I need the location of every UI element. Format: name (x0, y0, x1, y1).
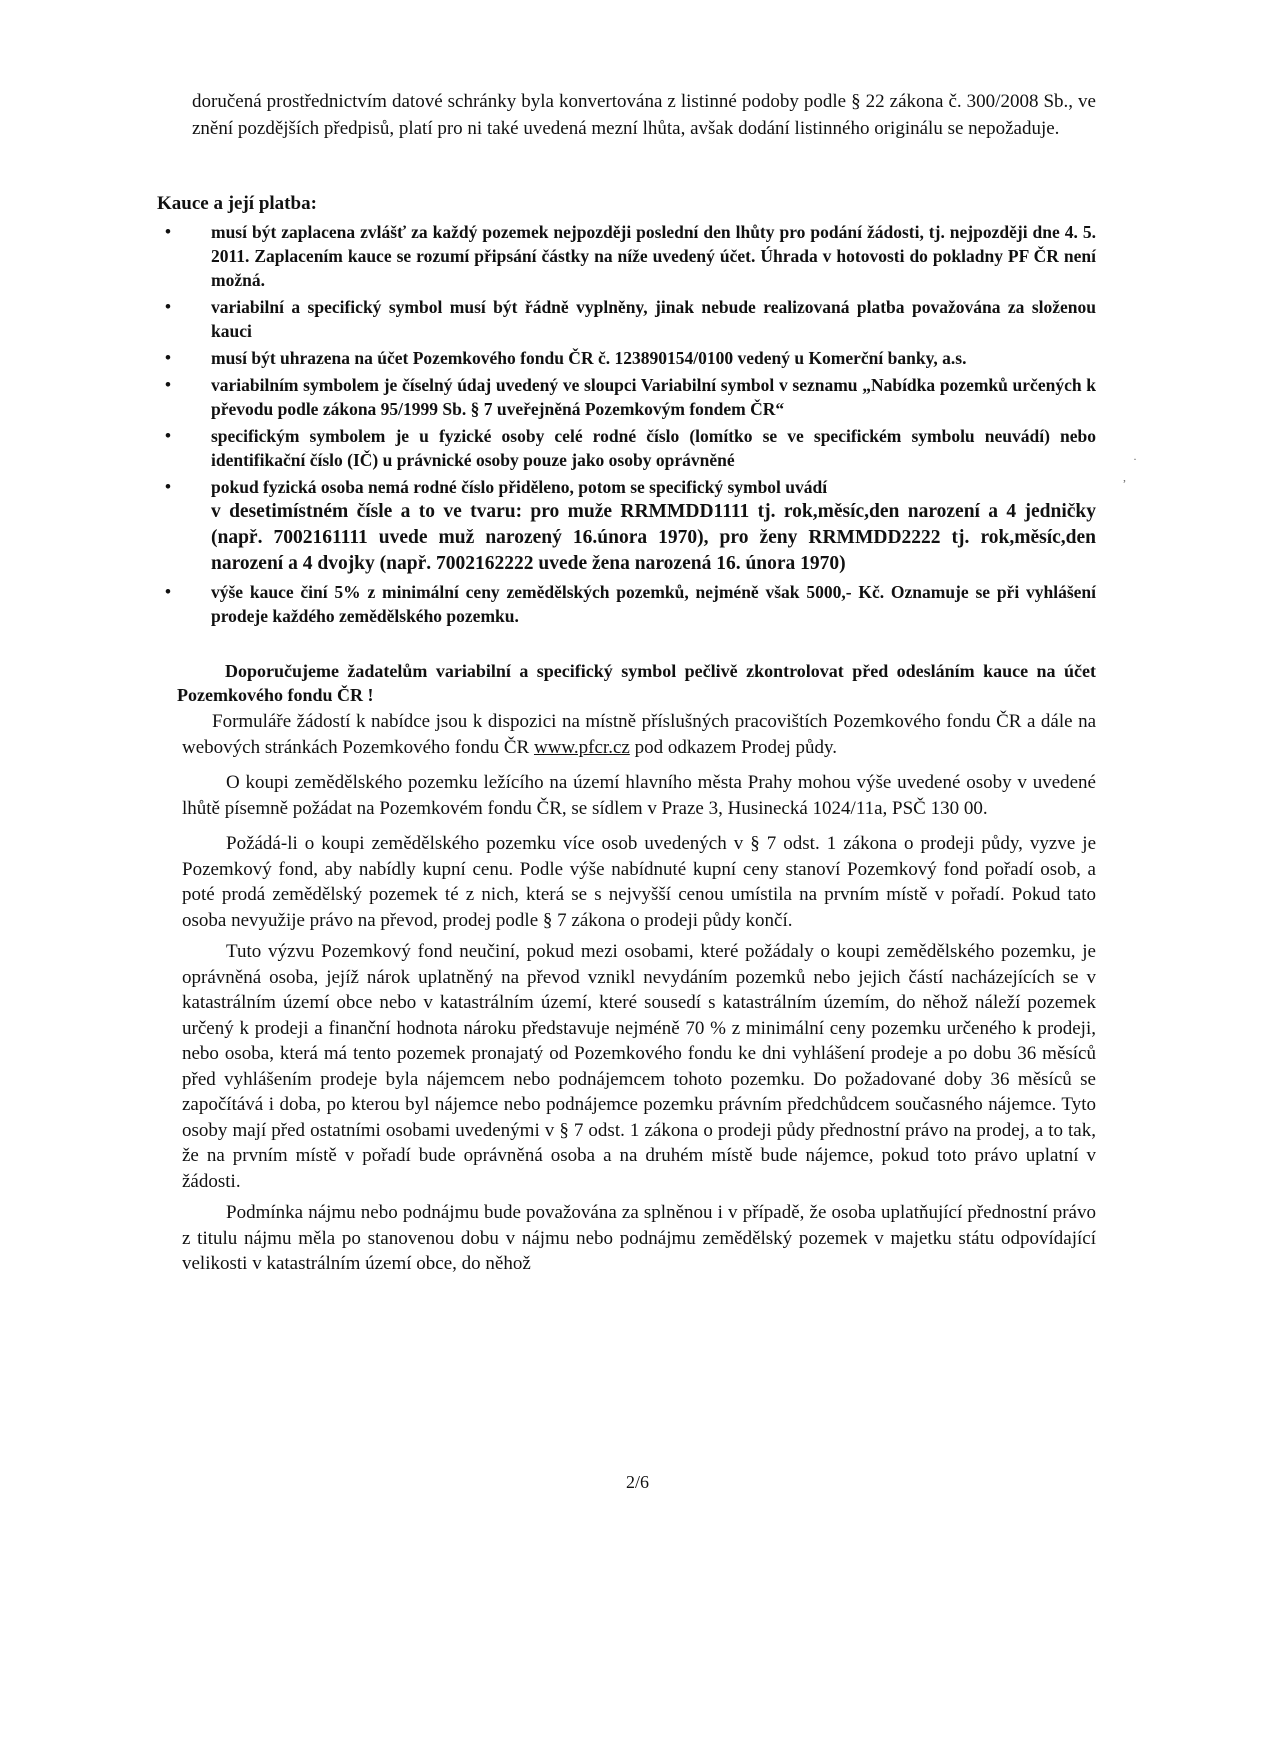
body-paragraph: Tuto výzvu Pozemkový fond neučiní, pokud mezi osobami, které požádaly o koupi zemědělského pozemku, je oprávněná osoba, jejíž nárok uplatněný na převod vznikl nevydáním pozemků nebo jejich částí nacházejících se v katastrálním území obce nebo v katastrálním území, které sousedí s katastrálním územím, do něhož náleží pozemek určený k prodeji a finanční hodnota nároku představuje nejméně 70 % z minimální ceny pozemku určeného k prodeji, nebo osoba, která má tento pozemek pronajatý od Pozemkového fondu ke dni vyhlášení prodeje a po dobu 36 měsíců před vyhlášením prodeje byla nájemcem nebo podnájemcem tohoto pozemku. Do požadované doby 36 měsíců se započítává i doba, po kterou byl nájemce nebo podnájemce pozemku právním předchůdcem současného nájemce. Tyto osoby mají před ostatními osobami uvedenými v § 7 odst. 1 zákona o prodeji půdy přednostní právo na prodej, a to tak, že na prvním místě v pořadí bude oprávněná osoba a na druhém místě bude nájemce, pokud toto právo uplatní v žádosti. (182, 941, 1096, 1192)
list-item (165, 580, 1096, 628)
bullet-text: musí být zaplacena zvlášť za každý pozemek nejpozději poslední den lhůty pro podání žádosti, tj. nejpozději dne 4. 5. 2011. Zaplacením kauce se rozumí připsání částky na níže uvedený účet. Úhrada v hotovosti do pokladny PF ČR není možná. (211, 222, 1096, 290)
intro-paragraph: doručená prostřednictvím datové schránky byla konvertována z listinné podoby podle § 22 zákona č. 300/2008 Sb., ve znění pozdějších předpisů, platí pro ni také uvedená mezní lhůta, avšak dodání listinného originálu se nepožaduje. (192, 91, 1096, 139)
bullet-text: variabilním symbolem je číselný údaj uvedený ve sloupci Variabilní symbol v seznamu „Nabídka pozemků určených k převodu podle zákona 95/1999 Sb. § 7 uveřejněná Pozemkovým fondem ČR“ (211, 375, 1096, 419)
deposit-bullet-list (165, 220, 1096, 628)
bullet-text: výše kauce činí 5% z minimální ceny zemědělských pozemků, nejméně však 5000,- Kč. Oznamuje se při vyhlášení prodeje každého zemědělského pozemku. (211, 582, 1096, 626)
page-content (157, 88, 1096, 1277)
list-item (165, 346, 1096, 370)
margin-mark: · (1133, 452, 1137, 466)
forms-paragraph (182, 709, 1096, 760)
bullet-icon: • (165, 348, 171, 367)
deposit-heading: Kauce a její platba: (157, 193, 317, 214)
body-paragraph: O koupi zemědělského pozemku ležícího na území hlavního města Prahy mohou výše uvedené osoby v uvedené lhůtě písemně požádat na Pozemkovém fondu ČR, se sídlem v Praze 3, Husinecká 1024/11a, PSČ 130 00. (182, 772, 1096, 819)
bullet-text-large: v desetimístném čísle a to ve tvaru: pro muže RRMMDD1111 tj. rok,měsíc,den narození a 4 jedničky (např. 7002161111 uvede muž narozený 16.února 1970), pro ženy RRMMDD2222 tj. rok,měsíc,den narození a 4 dvojky (např. 7002162222 uvede žena narozená 16. února 1970) (211, 501, 1096, 574)
list-item (165, 373, 1096, 421)
bullet-text: specifickým symbolem je u fyzické osoby celé rodné číslo (lomítko se ve specifickém symbolu neuvádí) nebo identifikační číslo (IČ) u právnické osoby pouze jako osoby oprávněné (211, 426, 1096, 470)
bullet-icon: • (165, 477, 171, 496)
list-item (165, 295, 1096, 343)
margin-mark: , (1123, 470, 1126, 484)
body-paragraph: Požádá-li o koupi zemědělského pozemku více osob uvedených v § 7 odst. 1 zákona o prodeji půdy, vyzve je Pozemkový fond, aby nabídly kupní cenu. Podle výše nabídnuté kupní ceny stanoví Pozemkový fond pořadí osob, a poté prodá zemědělský pozemek té z nich, která se s nejvyšší cenou umístila na prvním místě v pořadí. Pokud tato osoba nevyužije právo na převod, prodej podle § 7 zákona o prodeji půdy končí. (182, 833, 1096, 931)
list-item (165, 475, 1096, 577)
page-number: 2/6 (625, 1472, 649, 1492)
bullet-text: pokud fyzická osoba nemá rodné číslo přiděleno, potom se specifický symbol uvádí (211, 477, 828, 497)
pfcr-website-link[interactable]: www.pfcr.cz (533, 736, 630, 758)
bullet-icon: • (165, 375, 171, 394)
bullet-icon: • (165, 582, 171, 601)
bullet-text: variabilní a specifický symbol musí být řádně vyplněny, jinak nebude realizovaná platba považována za složenou kauci (211, 297, 1096, 341)
bullet-icon: • (165, 297, 171, 316)
bullet-icon: • (165, 426, 171, 445)
recommendation-notice: Doporučujeme žadatelům variabilní a specifický symbol pečlivě zkontrolovat před odesláním kauce na účet Pozemkového fondu ČR ! (177, 661, 1096, 705)
bullet-text: musí být uhrazena na účet Pozemkového fondu ČR č. 123890154/0100 vedený u Komerční banky, a.s. (211, 348, 967, 368)
bullet-icon: • (165, 222, 171, 241)
list-item (165, 220, 1096, 292)
list-item (165, 424, 1096, 472)
forms-text: Formuláře žádostí k nabídce jsou k dispozici na místně příslušných pracovištích Pozemkového fondu ČR a dále na webových stránkách Pozemkového fondu ČR (182, 711, 1096, 758)
body-paragraph: Podmínka nájmu nebo podnájmu bude považována za splněnou i v případě, že osoba uplatňující přednostní právo z titulu nájmu měla po stanovenou dobu v nájmu nebo podnájmu zemědělský pozemek v majetku státu odpovídající velikosti v katastrálním území obce, do něhož (182, 1202, 1096, 1274)
forms-text-end: pod odkazem Prodej půdy. (629, 736, 838, 758)
